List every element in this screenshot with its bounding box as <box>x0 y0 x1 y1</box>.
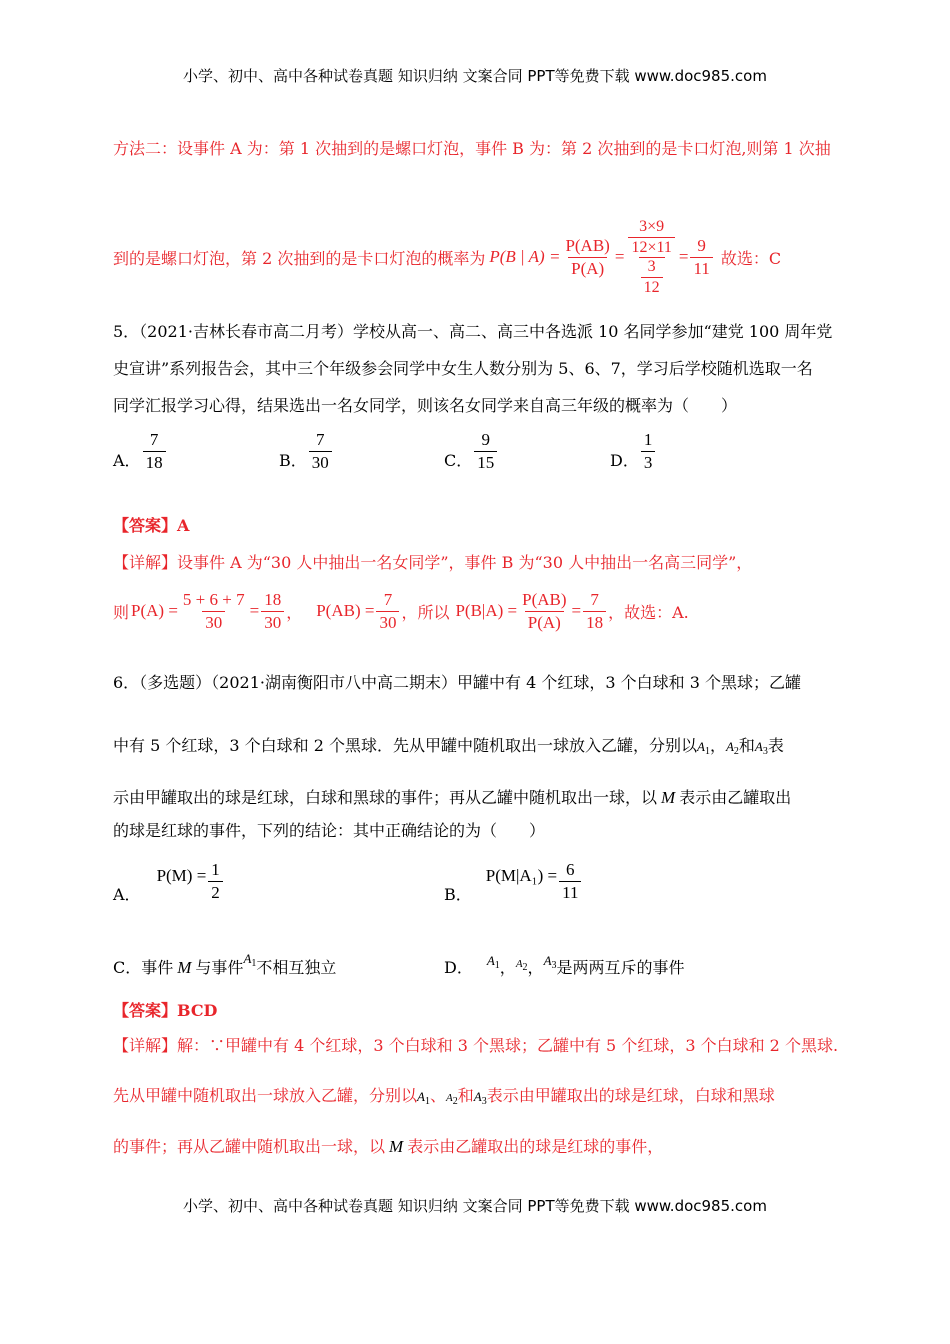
option-fraction <box>559 860 581 903</box>
q5-option-a <box>113 430 168 473</box>
page-header: 小学、初中、高中各种试卷真题 知识归纳 文案合同 PPT等免费下载 www.doc985.com <box>183 67 767 85</box>
option-fraction <box>143 430 166 473</box>
a-letter: A <box>445 1092 453 1104</box>
option-end: 不相互独立 <box>256 958 337 977</box>
frac-den: 30 <box>376 611 399 633</box>
a-letter: A <box>243 951 252 966</box>
frac-num: 3 <box>647 257 656 275</box>
a1-symbol <box>486 953 500 971</box>
biao: 表 <box>767 736 784 755</box>
option-label: B． <box>444 884 472 904</box>
a-letter: A <box>417 1089 425 1104</box>
method2-complex-fraction <box>626 218 676 297</box>
pab-fraction <box>376 590 399 633</box>
q6-line3a: 示由甲罐取出的球是红球，白球和黑球的事件；再从乙罐中随机取出一球，以 <box>113 788 658 807</box>
a3-symbol <box>543 953 557 971</box>
frac-den: 2 <box>208 881 223 903</box>
q6-line2a: 中有 5 个红球，3 个白球和 2 个黑球．先从甲罐中随机取出一球放入乙罐，分别以 <box>113 736 697 755</box>
a-letter: A <box>696 739 705 754</box>
a1-symbol <box>243 951 257 969</box>
frac-den: 11 <box>690 257 712 279</box>
method2-result <box>690 236 712 279</box>
frac-den: P(A) <box>525 611 564 633</box>
frac-num: 7 <box>149 430 159 449</box>
q6-line2 <box>113 733 784 757</box>
a-letter: A <box>515 958 523 970</box>
frac-num: P(AB) <box>565 235 610 255</box>
q5-ze: 则 <box>113 602 130 622</box>
a-letter: A <box>543 953 552 968</box>
q5-conclusion: ，故选：A. <box>608 602 689 622</box>
q6-detail-line2 <box>113 1083 775 1107</box>
option-fraction <box>474 430 497 473</box>
q6-line1: 6．（多选题）（2021·湖南衡阳市八中高二期末）甲罐中有 4 个红球，3 个白球和 3 个黑球；乙罐 <box>113 673 801 692</box>
q6-detail-line1: 【详解】解：∵甲罐中有 4 个红球，3 个白球和 3 个黑球；乙罐中有 5 个红球，3 个白球和 2 个黑球. <box>113 1036 839 1055</box>
frac-num: P(AB) <box>522 589 567 609</box>
method2-fraction-1 <box>562 236 612 279</box>
option-label: D． <box>610 451 639 470</box>
option-label: A． <box>113 884 141 904</box>
sep: ， <box>286 602 303 622</box>
q6-line3b: 表示由乙罐取出 <box>679 788 792 807</box>
a-sub: 3 <box>551 960 557 971</box>
pab-lhs: P(AB) = <box>316 601 375 620</box>
option-label: A． <box>113 451 141 470</box>
option-lhs: P(M|A₁) = <box>485 866 558 885</box>
a-sub: 3 <box>762 746 768 757</box>
a-letter: A <box>754 739 763 754</box>
m-symbol: M <box>177 958 192 977</box>
q5-option-d <box>610 430 657 473</box>
q5-detail-line2 <box>113 584 689 638</box>
a-sub: 2 <box>522 962 528 973</box>
a-letter: A <box>725 739 734 754</box>
frac-num: 3×9 <box>639 217 665 235</box>
a2-symbol <box>515 958 528 973</box>
frac-num: 7 <box>590 589 599 609</box>
frac-num: 9 <box>481 430 490 449</box>
he: 和 <box>738 736 755 755</box>
frac-num: 18 <box>264 589 282 609</box>
method2-text: 到的是螺口灯泡，第 2 次抽到的是卡口灯泡的概率为 <box>113 248 486 268</box>
a1-symbol <box>696 739 710 757</box>
he: 和 <box>457 1086 474 1105</box>
frac-den: 18 <box>583 611 606 633</box>
frac-num: 9 <box>697 235 706 255</box>
a-letter: A <box>473 1089 482 1104</box>
method2-eq: = <box>614 247 625 266</box>
m-symbol: M <box>661 788 676 807</box>
complex-denominator-frac <box>641 258 663 297</box>
pa-fraction <box>180 590 248 633</box>
frac-den: 15 <box>474 451 497 473</box>
cond-lhs: P(B|A) = <box>455 601 518 620</box>
q5-line3: 同学汇报学习心得，结果选出一名女同学，则该名女同学来自高三年级的概率为（ ） <box>113 396 738 415</box>
method2-eq2: = <box>678 247 689 266</box>
a2-symbol <box>445 1092 458 1107</box>
m-symbol: M <box>389 1137 404 1156</box>
frac-num: 1 <box>211 859 220 879</box>
option-label: D． <box>444 958 473 977</box>
q5-line2: 史宣讲”系列报告会，其中三个年级参会同学中女生人数分别为 5、6、7，学习后学校随机选取一名 <box>113 359 813 378</box>
method2-line2 <box>113 212 781 302</box>
a3-symbol <box>754 739 768 757</box>
detail-text: 表示由乙罐取出的球是红球的事件， <box>407 1137 664 1156</box>
method2-conclusion: 故选：C <box>720 248 782 268</box>
method2-lhs: P(B | A) = <box>489 247 561 266</box>
frac-num: 7 <box>383 589 393 609</box>
comma: ， <box>499 958 516 977</box>
option-label: C．事件 <box>113 958 174 977</box>
option-end: 是两两互斥的事件 <box>556 958 685 977</box>
frac-den: 3 <box>641 451 656 473</box>
detail-text: 先从甲罐中随机取出一球放入乙罐，分别以 <box>113 1086 418 1105</box>
complex-numerator <box>628 218 674 257</box>
option-fraction <box>309 430 332 473</box>
a-sub: 1 <box>251 958 257 969</box>
q5-answer: 【答案】A <box>113 516 190 535</box>
a-sub: 1 <box>704 746 710 757</box>
cond-fraction <box>519 590 569 633</box>
option-fraction <box>208 860 223 903</box>
frac-den: 12×11 <box>628 237 674 257</box>
frac-den: 12 <box>641 277 663 297</box>
a-sub: 2 <box>733 746 739 757</box>
a-sub: 3 <box>481 1096 487 1107</box>
method2-line1: 方法二：设事件 A 为：第 1 次抽到的是螺口灯泡，事件 B 为：第 2 次抽到的是卡口灯泡,则第 1 次抽 <box>113 139 831 158</box>
comma: ， <box>527 958 544 977</box>
option-lhs: P(M) = <box>156 866 207 885</box>
complex-denominator <box>639 257 665 297</box>
cond-eq: = <box>571 601 582 620</box>
frac-num: 7 <box>316 430 325 449</box>
q6-option-c <box>113 951 337 979</box>
q5-line1: 5．（2021·吉林长春市高二月考）学校从高一、高二、高三中各选派 10 名同学参加“建党 100 周年党 <box>113 322 833 341</box>
frac-den: P(A) <box>568 257 607 279</box>
frac-num: 6 <box>566 859 575 879</box>
a1-symbol <box>417 1089 430 1107</box>
a-sub: 1 <box>494 960 500 971</box>
q6-line4: 的球是红球的事件，下列的结论：其中正确结论的为（ ） <box>113 821 546 840</box>
frac-den: 30 <box>309 451 332 473</box>
comma: ， <box>709 736 726 755</box>
q5-option-b <box>279 430 334 473</box>
q6-line3 <box>113 785 791 808</box>
pa-result <box>261 590 284 633</box>
q6-option-b <box>444 856 583 910</box>
option-label: C． <box>444 451 473 470</box>
pa-lhs: P(A) = <box>131 601 178 620</box>
q6-option-d <box>444 955 685 979</box>
a-sub: 1 <box>424 1096 430 1107</box>
page-footer: 小学、初中、高中各种试卷真题 知识归纳 文案合同 PPT等免费下载 www.doc985.com <box>183 1197 767 1215</box>
a-letter: A <box>486 953 495 968</box>
detail-text: 的事件；再从乙罐中随机取出一球，以 <box>113 1137 386 1156</box>
a-sub: 2 <box>452 1096 458 1107</box>
option-fraction <box>641 430 656 473</box>
a2-symbol <box>725 739 739 757</box>
q6-detail-line3 <box>113 1134 663 1157</box>
frac-den: 30 <box>261 611 284 633</box>
option-mid: 与事件 <box>195 958 244 977</box>
frac-num: 1 <box>643 430 653 449</box>
pa-eq: = <box>249 601 260 620</box>
q5-detail-line1: 【详解】设事件 A 为“30 人中抽出一名女同学”，事件 B 为“30 人中抽出一名高三同学”， <box>113 553 753 572</box>
frac-den: 30 <box>202 611 225 633</box>
frac-den: 11 <box>559 881 581 903</box>
q6-option-a <box>113 856 225 910</box>
suoyi: ，所以 <box>401 602 450 622</box>
q6-answer: 【答案】BCD <box>113 1001 218 1020</box>
a3-symbol <box>473 1089 487 1107</box>
sep: 、 <box>429 1086 446 1105</box>
detail-text: 表示由甲罐取出的球是红球，白球和黑球 <box>486 1086 775 1105</box>
frac-den: 18 <box>143 451 166 473</box>
frac-num: 5 + 6 + 7 <box>182 589 245 609</box>
q5-option-c <box>444 430 499 473</box>
option-label: B． <box>279 451 307 470</box>
cond-result <box>583 590 606 633</box>
